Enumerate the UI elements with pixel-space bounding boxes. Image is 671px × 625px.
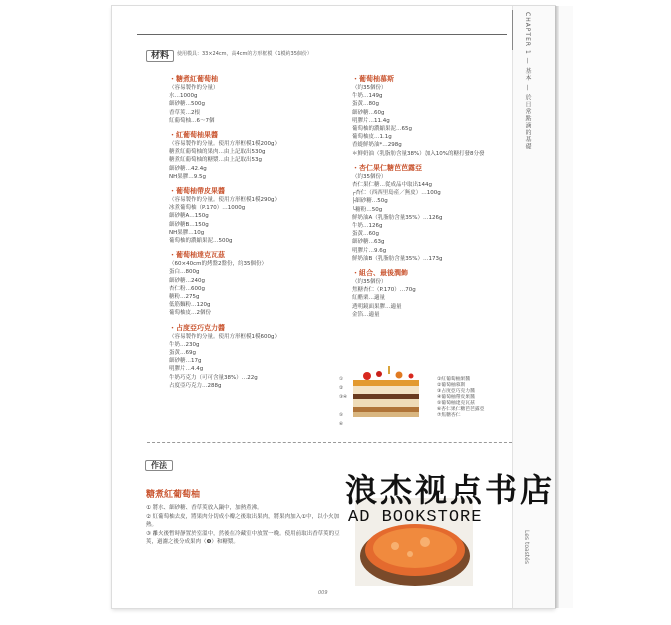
ingredient-line: （約35個份） (352, 173, 387, 180)
ingredient-line: 細砂糖…240g (169, 277, 205, 284)
cake-legend-item: ③占度亞巧克力醬 (437, 389, 475, 394)
ingredient-line: 明膠片…4.4g (169, 366, 204, 373)
ingredient-line: 細砂糖…63g (352, 239, 385, 246)
section-title: ・葡萄柚慕斯 (352, 75, 394, 83)
cake-layer-number (339, 402, 347, 411)
method-step: ② 紅葡萄柚去皮，將果肉分切成小瓣之後取出果肉，將果肉加入①中，以小火加熱。 (146, 514, 340, 528)
ingredient-line: NH果膠…10g (169, 229, 205, 236)
section-title: ・紅葡萄柚果醬 (169, 131, 218, 140)
cake-layer-number: ① (339, 377, 344, 382)
ingredient-line: 葡萄柚皮…1.1g (352, 134, 392, 141)
section-title: ・占度亞巧克力醬 (169, 323, 225, 332)
ingredient-line: 蛋黃…69g (169, 350, 196, 357)
cake-legend-item: ①紅葡萄柚果醬 (437, 377, 471, 382)
cake-legend-item: ④葡萄柚帶皮果醬 (437, 395, 475, 400)
ingredient-line: 蛋黃…60g (352, 231, 379, 238)
ingredient-line: 杏仁果仁糖…從成品中取出144g (352, 182, 432, 189)
cake-layer-legend (437, 377, 484, 419)
bookstore-watermark (345, 465, 671, 527)
section-title: ・杏仁果仁糖芭芭露亞 (352, 163, 422, 172)
ingredient-line: 細砂糖…42.4g (169, 165, 207, 172)
ingredient-line: 明膠片…11.4g (352, 117, 390, 124)
ingredient-line: 葡萄柚的濃縮果泥…65g (352, 126, 412, 133)
ingredient-line: （60×40cm的烤盤2盤份，約35個份） (169, 261, 267, 268)
cake-layer-number: ③④ (339, 395, 348, 400)
ingredient-line: （約35個份） (352, 85, 387, 91)
ingredient-line: 牛奶…149g (352, 93, 383, 100)
cake-cross-section-image (347, 364, 431, 422)
watermark-chinese: 浪杰视点书店 (345, 471, 556, 509)
cake-layer-number: ② (339, 386, 344, 391)
ingredient-line: 細砂糖…500g (169, 101, 205, 108)
ingredient-line: 糖煮紅葡萄柚的糖漿…由上記取出53g (169, 157, 262, 164)
cake-legend-item: ⑥杏仁果仁糖芭芭露亞 (437, 407, 485, 412)
ingredient-line: 糖煮紅葡萄柚的果肉…由上記取出530g (169, 149, 266, 156)
ingredient-line: 金箔…適量 (352, 311, 380, 318)
cake-legend-item: ②葡萄柚慕斯 (437, 383, 466, 388)
ingredient-line: 紅醋栗…適量 (352, 295, 386, 302)
method-step: ① 將水、細砂糖、香草莢放入鍋中，加熱煮沸。 (146, 505, 263, 511)
method-steps (146, 504, 346, 547)
ingredient-line: 葡萄柚的濃縮果泥…500g (169, 238, 233, 245)
ingredient-line: 細砂糖A…150g (169, 213, 209, 220)
cake-legend-item: ⑦焦糖杏仁 (437, 413, 461, 418)
cake-layer-numbers (339, 375, 347, 429)
mold-note: 使用模具：33×24cm，高4cm的方形框模（1模約35個份） (177, 51, 312, 57)
ingredient-section (169, 186, 334, 245)
ingredient-section (352, 74, 510, 158)
cake-layer-number: ⑥ (339, 422, 344, 427)
ingredient-line: 葡萄柚皮…2個份 (169, 310, 211, 317)
ingredient-line: 牛奶…126g (352, 223, 383, 230)
method-heading: 作法 (145, 460, 173, 471)
side-rule (512, 10, 513, 50)
section-title: ・糖煮紅葡萄柚 (169, 75, 218, 83)
ingredients-left-column (169, 70, 334, 395)
ingredient-line: （容易製作的分量。使用方形框模1模600g） (169, 333, 280, 340)
ingredient-line: 牛奶巧克力（可可含量38%）…22g (169, 374, 258, 381)
ingredient-section (169, 250, 334, 317)
ingredient-line: NH果膠…9.5g (169, 173, 206, 180)
section-divider (147, 442, 512, 443)
ingredient-line: 占度亞巧克力…288g (169, 382, 222, 389)
ingredient-section (169, 323, 334, 390)
ingredient-section (352, 268, 510, 319)
top-rule (137, 34, 507, 35)
ingredient-line: ├細砂糖…50g (352, 198, 388, 205)
side-footer-text: Les toastés (523, 530, 530, 564)
ingredient-line: 蛋黃…80g (352, 101, 379, 108)
method-step: ③ 離火後暫時靜置於室溫中，然後在冷藏室中放置一晚。使用前取出香草莢的豆莢，過濾之後分成果肉（❹）和糖漿。 (146, 531, 340, 545)
ingredient-line: 明膠片…9.6g (352, 247, 387, 254)
ingredient-line: 鮮奶油A（乳脂肪含量35%）…126g (352, 214, 443, 221)
ingredient-line: 蛋白…800g (169, 269, 200, 276)
page-number: 009 (318, 590, 328, 596)
ingredient-line: 低筋麵粉…120g (169, 302, 211, 309)
ingredient-section (352, 163, 510, 263)
ingredients-right-column (352, 70, 510, 324)
ingredient-line: 水…1000g (169, 93, 198, 100)
watermark-english: AD BOOKSTORE (348, 508, 483, 527)
ingredient-line: （容易製作的分量。使用方形框模1模200g） (169, 141, 280, 148)
section-title: ・葡萄柚達克瓦茲 (169, 251, 225, 260)
ingredient-line: ＊鮮奶油（乳脂肪含量38%）加入10%的糖打發8分發 (352, 150, 485, 157)
ingredient-line: 紅葡萄柚…6～7個 (169, 117, 215, 124)
materials-heading: 材料 (146, 48, 174, 61)
ingredient-line: 焦糖杏仁（P.170）…70g (352, 287, 416, 294)
ingredient-line: 細砂糖B…150g (169, 221, 209, 228)
ingredient-line: （容易製作的分量） (169, 85, 219, 91)
ingredient-line: 香草莢…2根 (169, 109, 200, 116)
ingredient-line: （容易製作的分量。使用方形框模1模290g） (169, 197, 280, 204)
ingredient-line: 細砂糖…60g (352, 109, 385, 116)
recipe-title: 糖煮紅葡萄柚 (146, 490, 201, 500)
ingredient-line: 香緹鮮奶油*…298g (352, 142, 402, 149)
ingredient-line: 冰煮葡萄柚（P.170）…1000g (169, 205, 246, 212)
chapter-running-head: CHAPTER 1 — 基本 — 於日常點滴的基礎 (524, 12, 531, 151)
ingredient-line: └糖粉…50g (352, 206, 383, 213)
ingredient-section (169, 130, 334, 181)
section-title: ・組合、最後潤飾 (352, 269, 408, 278)
cake-legend-item: ⑤葡萄柚達克瓦茲 (437, 401, 475, 406)
ingredient-line: ┌杏仁（西西里島產／無皮）…100g (352, 190, 441, 197)
ingredient-line: （約35個份） (352, 279, 387, 286)
ingredient-line: 糖粉…275g (169, 294, 200, 301)
ingredient-line: 鮮奶油B（乳脂肪含量35%）…173g (352, 255, 443, 262)
cake-layer-number: ⑤ (339, 413, 344, 418)
ingredient-line: 透明鏡面果膠…適量 (352, 303, 402, 310)
section-title: ・葡萄柚帶皮果醬 (169, 187, 225, 196)
ingredient-line: 細砂糖…17g (169, 358, 202, 365)
ingredient-section (169, 74, 334, 125)
ingredient-line: 牛奶…230g (169, 341, 200, 348)
ingredient-line: 杏仁粉…600g (169, 285, 205, 292)
